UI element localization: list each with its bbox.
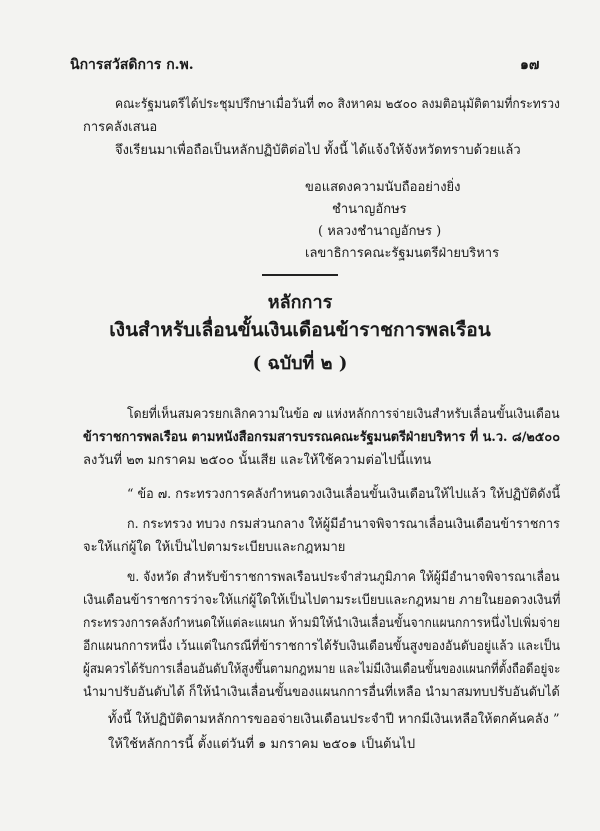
page-number: ๑๗ [520, 57, 540, 73]
signature-full-name: ( หลวงชำนาญอักษร ) [318, 224, 442, 239]
body-p4-line-5: ผู้สมควรได้รับการเลื่อนอันดับให้สูงขึ้นตามกฎหมาย และไม่มีเงินเดือนขั้นของแผนกที่ตั้งถือดีอยู่จะ [83, 662, 561, 677]
body-p6-line-1: ให้ใช้หลักการนี้ ตั้งแต่วันที่ ๑ มกราคม ๒๕๐๑ เป็นต้นไป [108, 737, 416, 752]
body-p4-line-1: ข. จังหวัด สำหรับข้าราชการพลเรือนประจำส่วนภูมิภาค ให้ผู้มีอำนาจพิจารณาเลื่อน [127, 570, 560, 585]
section-divider [262, 274, 338, 276]
preamble-line-2: การคลังเสนอ [83, 120, 158, 135]
body-p4-line-2: เงินเดือนข้าราชการว่าจะให้แก่ผู้ใดให้เป็นไปตามระเบียบและกฎหมาย ภายในยอดวงเงินที่ [83, 593, 561, 608]
body-p4-line-6: นำมาปรับอันดับได้ ก็ให้นำเงินเลื่อนขั้นของแผนกการอื่นที่เหลือ นำมาสมทบปรับอันดับได้ [83, 685, 560, 700]
signature-name: ชำนาญอักษร [332, 202, 407, 217]
body-p1-line-2: ข้าราชการพลเรือน ตามหนังสือกรมสารบรรณคณะรัฐมนตรีฝ่ายบริหาร ที่ น.ว. ๘/๒๕๐๐ [83, 430, 561, 445]
signature-position: เลขาธิการคณะรัฐมนตรีฝ่ายบริหาร [305, 246, 500, 261]
header-left: นิการสวัสดิการ ก.พ. [70, 57, 194, 73]
body-p4-line-3: กระทรวงการคลังกำหนดให้แต่ละแผนก ห้ามมิให้นำเงินเลื่อนขั้นจากแผนกการหนึ่งไปเพิ่มจ่าย [83, 616, 561, 631]
body-p4-line-4: อีกแผนกการหนึ่ง เว้นแต่ในกรณีที่ข้าราชการได้รับเงินเดือนขั้นสูงของอันดับอยู่แล้ว และเป็น [83, 639, 560, 654]
preamble-line-3: จึงเรียนมาเพื่อถือเป็นหลักปฏิบัติต่อไป ทั้งนี้ ได้แจ้งให้จังหวัดทราบด้วยแล้ว [115, 143, 521, 158]
title-line-3: ( ฉบับที่ ๒ ) [252, 353, 348, 374]
body-p1-line-3: ลงวันที่ ๒๓ มกราคม ๒๕๐๐ นั้นเสีย และให้ใช้ความต่อไปนี้แทน [83, 453, 432, 468]
body-p5-line-1: ทั้งนี้ ให้ปฏิบัติตามหลักการขออจ่ายเงินเดือนประจำปี หากมีเงินเหลือให้ตกค้นคลัง ” [108, 712, 560, 727]
title-line-1: หลักการ [267, 292, 333, 313]
body-p1-line-1: โดยที่เห็นสมควรยกเลิกความในข้อ ๗ แห่งหลักการจ่ายเงินสำหรับเลื่อนขั้นเงินเดือน [127, 407, 560, 422]
body-p2-line-1: “ ข้อ ๗. กระทรวงการคลังกำหนดวงเงินเลื่อนขั้นเงินเดือนให้ไปแล้ว ให้ปฏิบัติดังนี้ [127, 487, 561, 502]
body-p3-line-1: ก. กระทรวง ทบวง กรมส่วนกลาง ให้ผู้มีอำนาจพิจารณาเลื่อนเงินเดือนข้าราชการ [127, 517, 560, 532]
body-p3-line-2: จะให้แก่ผู้ใด ให้เป็นไปตามระเบียบและกฎหมาย [83, 540, 346, 555]
title-line-2: เงินสำหรับเลื่อนขั้นเงินเดือนข้าราชการพลเรือน [109, 319, 491, 341]
signature-closing: ขอแสดงความนับถืออย่างยิ่ง [305, 180, 461, 195]
preamble-line-1: คณะรัฐมนตรีได้ประชุมปรึกษาเมื่อวันที่ ๓๐ สิงหาคม ๒๕๐๐ ลงมติอนุมัติตามที่กระทรวง [115, 97, 560, 112]
